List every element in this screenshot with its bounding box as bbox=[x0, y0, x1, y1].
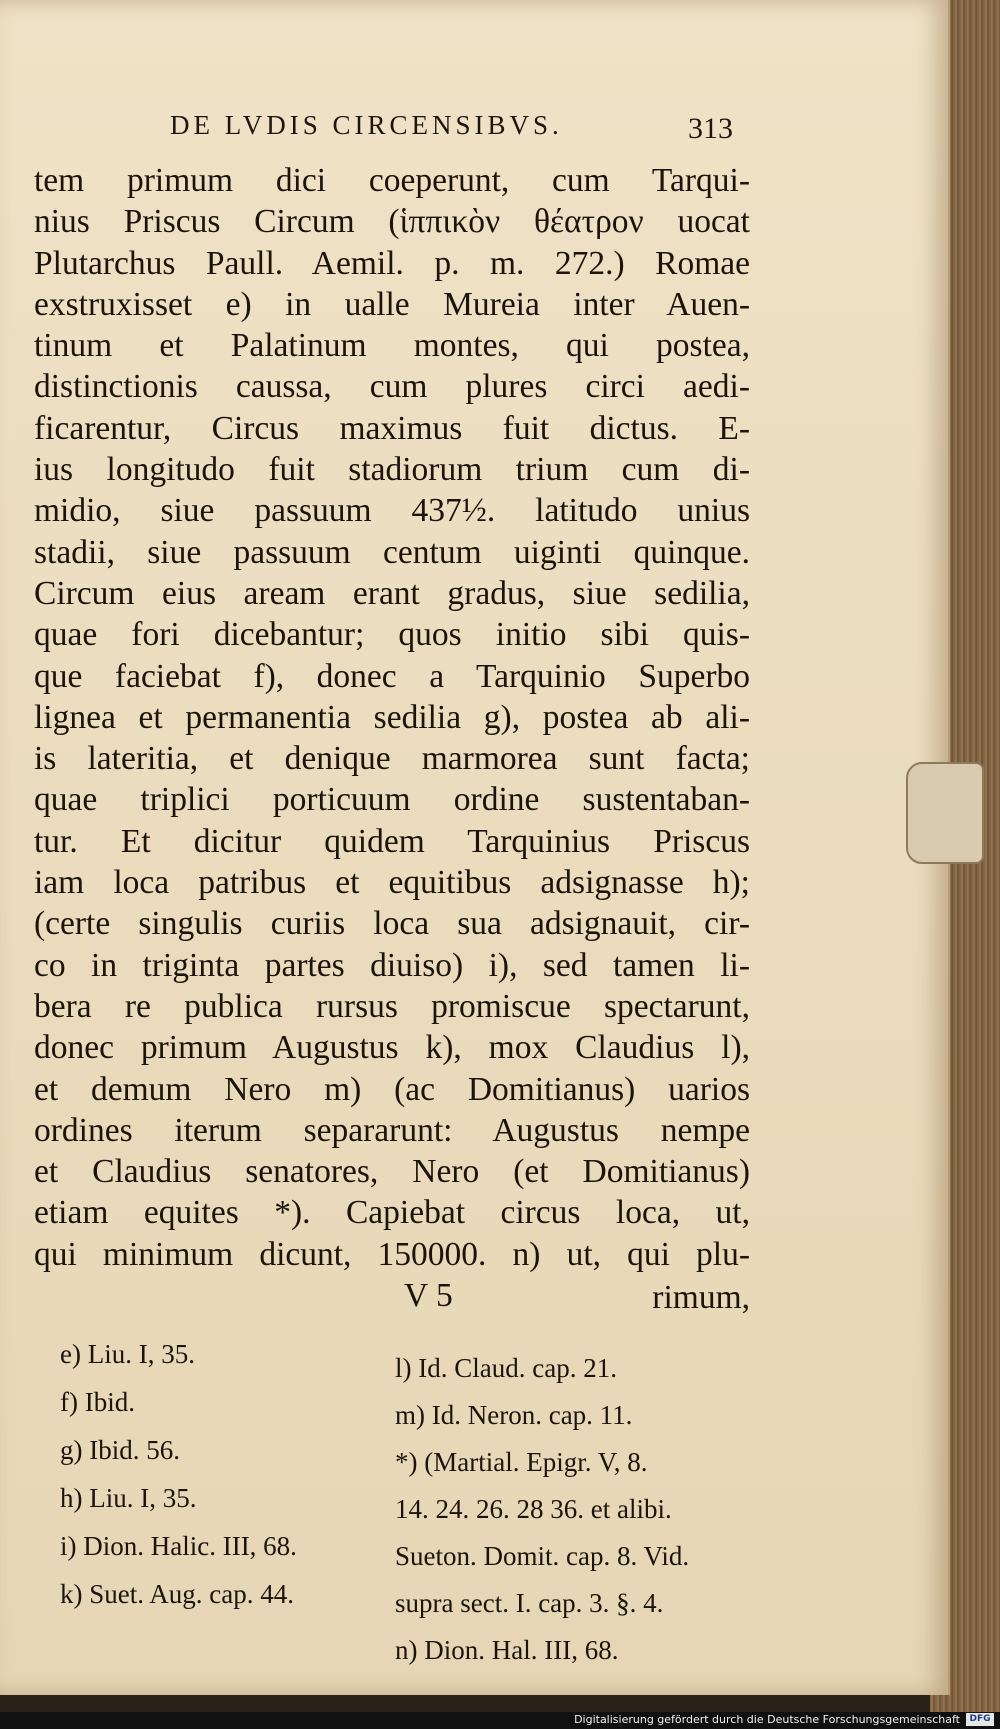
page-tab-marker bbox=[906, 762, 984, 864]
text-line: bera re publica rursus promiscue spectarunt, bbox=[34, 987, 750, 1025]
footnote: supra sect. I. cap. 3. §. 4. bbox=[395, 1588, 664, 1618]
text-line: quae fori dicebantur; quos initio sibi quis- bbox=[34, 616, 750, 654]
signature-line bbox=[34, 1277, 750, 1319]
footnote: l) Id. Claud. cap. 21. bbox=[395, 1353, 617, 1383]
footnote: 14. 24. 26. 28 36. et alibi. bbox=[395, 1494, 672, 1524]
main-text-block bbox=[34, 160, 750, 1275]
catchword: rimum, bbox=[652, 1279, 750, 1316]
text-line: distinctionis caussa, cum plures circi aedi- bbox=[34, 368, 750, 406]
text-line: tem primum dici coeperunt, cum Tarqui- bbox=[34, 162, 750, 199]
text-line: ficarentur, Circus maximus fuit dictus. E- bbox=[34, 409, 750, 447]
footnote: k) Suet. Aug. cap. 44. bbox=[60, 1579, 294, 1609]
text-line: ordines iterum separarunt: Augustus nempe bbox=[34, 1111, 750, 1149]
signature-mark: V 5 bbox=[404, 1277, 453, 1314]
text-line: (certe singulis curiis loca sua adsignauit, cir- bbox=[34, 905, 750, 943]
text-line: is lateritia, et denique marmorea sunt facta; bbox=[34, 740, 750, 778]
text-line: iam loca patribus et equitibus adsignasse h); bbox=[34, 864, 750, 902]
text-line: que faciebat f), donec a Tarquinio Superbo bbox=[34, 657, 750, 695]
text-line: tinum et Palatinum montes, qui postea, bbox=[34, 327, 750, 365]
footnotes-left bbox=[60, 1330, 390, 1618]
text-line: et demum Nero m) (ac Domitianus) uarios bbox=[34, 1070, 750, 1108]
footnote: h) Liu. I, 35. bbox=[60, 1483, 197, 1513]
dfg-logo: DFG bbox=[966, 1713, 994, 1726]
text-line: ius longitudo fuit stadiorum trium cum di- bbox=[34, 451, 750, 489]
text-line: quae triplici porticuum ordine sustentaban- bbox=[34, 781, 750, 819]
footnote: Sueton. Domit. cap. 8. Vid. bbox=[395, 1541, 690, 1571]
text-line: et Claudius senatores, Nero (et Domitianus) bbox=[34, 1153, 750, 1191]
footnote: m) Id. Neron. cap. 11. bbox=[395, 1400, 633, 1430]
text-line: Circum eius aream erant gradus, siue sedilia, bbox=[34, 574, 750, 612]
footnote: e) Liu. I, 35. bbox=[60, 1339, 195, 1369]
text-line: co in triginta partes diuiso) i), sed tamen li- bbox=[34, 946, 750, 984]
page-number: 313 bbox=[688, 112, 733, 145]
text-line: nius Priscus Circum (ἱππικὸν θέατρον uocat bbox=[34, 203, 750, 241]
footnote: n) Dion. Hal. III, 68. bbox=[395, 1635, 619, 1665]
text-line: exstruxisset e) in ualle Mureia inter Auen- bbox=[34, 285, 750, 323]
footnote: f) Ibid. bbox=[60, 1387, 135, 1417]
funding-credit: Digitalisierung gefördert durch die Deutsche Forschungsgemeinschaft bbox=[574, 1713, 960, 1726]
text-line: qui minimum dicunt, 150000. n) ut, qui plu- bbox=[34, 1235, 750, 1273]
footnote: *) (Martial. Epigr. V, 8. bbox=[395, 1447, 648, 1477]
running-head: DE LVDIS CIRCENSIBVS. bbox=[170, 110, 563, 140]
text-line: etiam equites *). Capiebat circus loca, ut, bbox=[34, 1194, 750, 1232]
footnotes-right bbox=[395, 1345, 755, 1674]
text-line: midio, siue passuum 437½. latitudo unius bbox=[34, 492, 750, 530]
text-line: donec primum Augustus k), mox Claudius l), bbox=[34, 1029, 750, 1067]
footnote: i) Dion. Halic. III, 68. bbox=[60, 1531, 297, 1561]
text-line: tur. Et dicitur quidem Tarquinius Priscus bbox=[34, 822, 750, 860]
text-line: stadii, siue passuum centum uiginti quinque. bbox=[34, 533, 750, 571]
footnote: g) Ibid. 56. bbox=[60, 1435, 180, 1465]
text-line: lignea et permanentia sedilia g), postea ab ali- bbox=[34, 698, 750, 736]
text-line: Plutarchus Paull. Aemil. p. m. 272.) Romae bbox=[34, 244, 750, 282]
